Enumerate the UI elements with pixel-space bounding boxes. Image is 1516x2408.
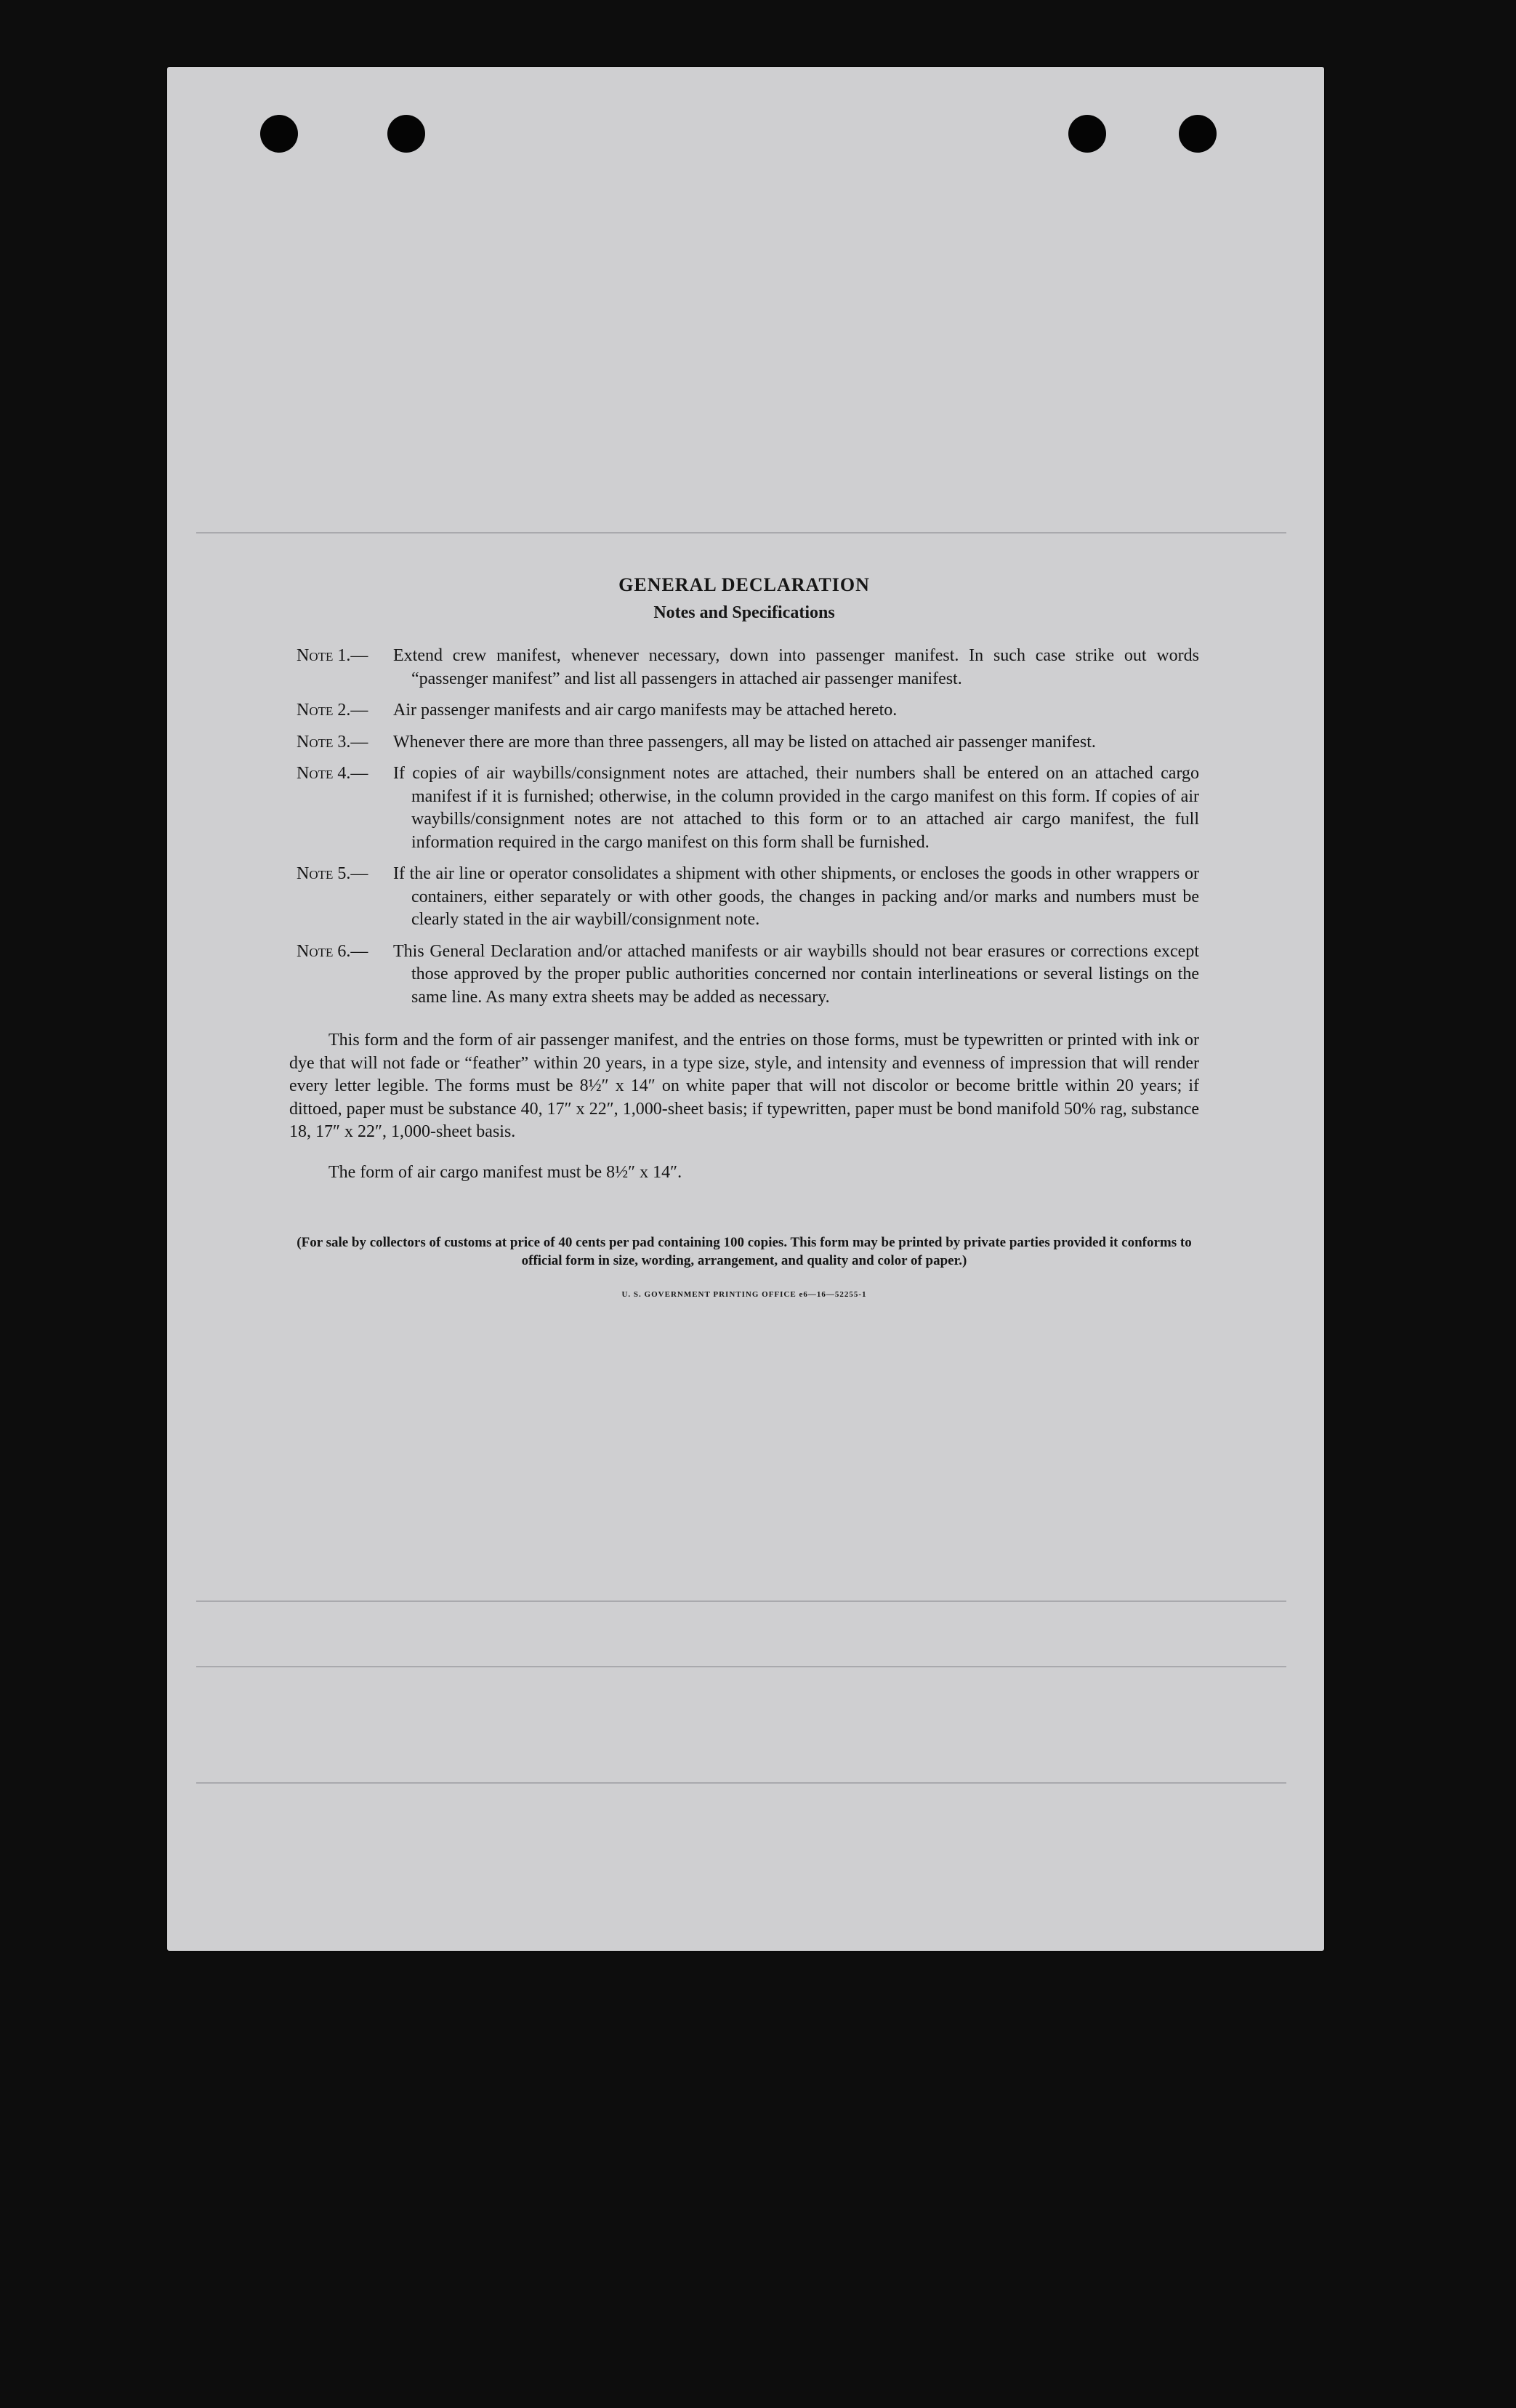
note-4 [289,762,1199,854]
bleed-through-line [196,1600,1286,1602]
note-1 [289,645,1199,690]
note-5 [289,863,1199,932]
note-label: Note 4.— [297,764,368,783]
bleed-through-line [196,532,1286,533]
note-label: Note 2.— [297,701,368,720]
sale-note: (For sale by collectors of customs at price of 40 cents per pad containing 100 copies. This form may be printed by private parties provided it conforms to official form in size, wording, arrangement, and quality and color of paper.) [297,1235,1192,1268]
punch-hole-center [387,115,425,153]
note-label: Note 6.— [297,941,368,961]
document-subtitle: Notes and Specifications [653,603,835,622]
note-6 [289,941,1199,1010]
punch-hole-far-right [1179,115,1217,153]
bleed-through-line [196,1782,1286,1784]
punch-hole-right [1068,115,1106,153]
note-text: If the air line or operator consolidates a shipment with other shipments, or encloses the goods in other wrappers or containers, either separately or with other goods, the changes in packing and/or marks and numbers must be clearly stated in the air waybill/consignment note. [393,864,1199,929]
cargo-manifest-size-line: The form of air cargo manifest must be 8½″ x 14″. [328,1162,682,1182]
punch-hole-left [260,115,298,153]
note-text: Extend crew manifest, whenever necessary, down into passenger manifest. In such case strike out words “passenger manifest” and list all passengers in attached air passenger manifest. [393,646,1199,688]
note-label: Note 1.— [297,646,368,665]
note-text: This General Declaration and/or attached manifests or air waybills should not bear erasures or corrections except those approved by the proper public authorities concerned nor contain interlineations or several listings on the same line. As many extra sheets may be added as necessary. [393,941,1199,1007]
printer-line: U. S. GOVERNMENT PRINTING OFFICE e6—16—52255-1 [621,1290,867,1299]
note-text: Air passenger manifests and air cargo manifests may be attached hereto. [393,701,898,720]
note-label: Note 5.— [297,864,368,883]
note-3 [289,731,1199,754]
document-title: GENERAL DECLARATION [618,574,870,595]
note-text: If copies of air waybills/consignment notes are attached, their numbers shall be entered on an attached cargo manifest if it is furnished; otherwise, in the column provided in the cargo manifest on this form. If copies of air waybills/consignment notes are not attached to this form or to an attached air cargo manifest, the full information required in the cargo manifest on this form shall be furnished. [393,764,1199,852]
form-specification-paragraph: This form and the form of air passenger manifest, and the entries on those forms, must be typewritten or printed with ink or dye that will not fade or “feather” within 20 years, in a type size, style, and intensity and evenness of impression that will render every letter legible. The forms must be 8½″ x 14″ on white paper that will not discolor or become brittle within 20 years; if dittoed, paper must be substance 40, 17″ x 22″, 1,000-sheet basis; if typewritten, paper must be bond manifold 50% rag, substance 18, 17″ x 22″, 1,000-sheet basis. [289,1031,1199,1141]
note-label: Note 3.— [297,732,368,752]
declaration-notes [289,574,1199,1299]
bleed-through-line [196,1666,1286,1667]
note-text: Whenever there are more than three passengers, all may be listed on attached air passenger manifest. [393,732,1096,752]
note-2 [289,699,1199,722]
